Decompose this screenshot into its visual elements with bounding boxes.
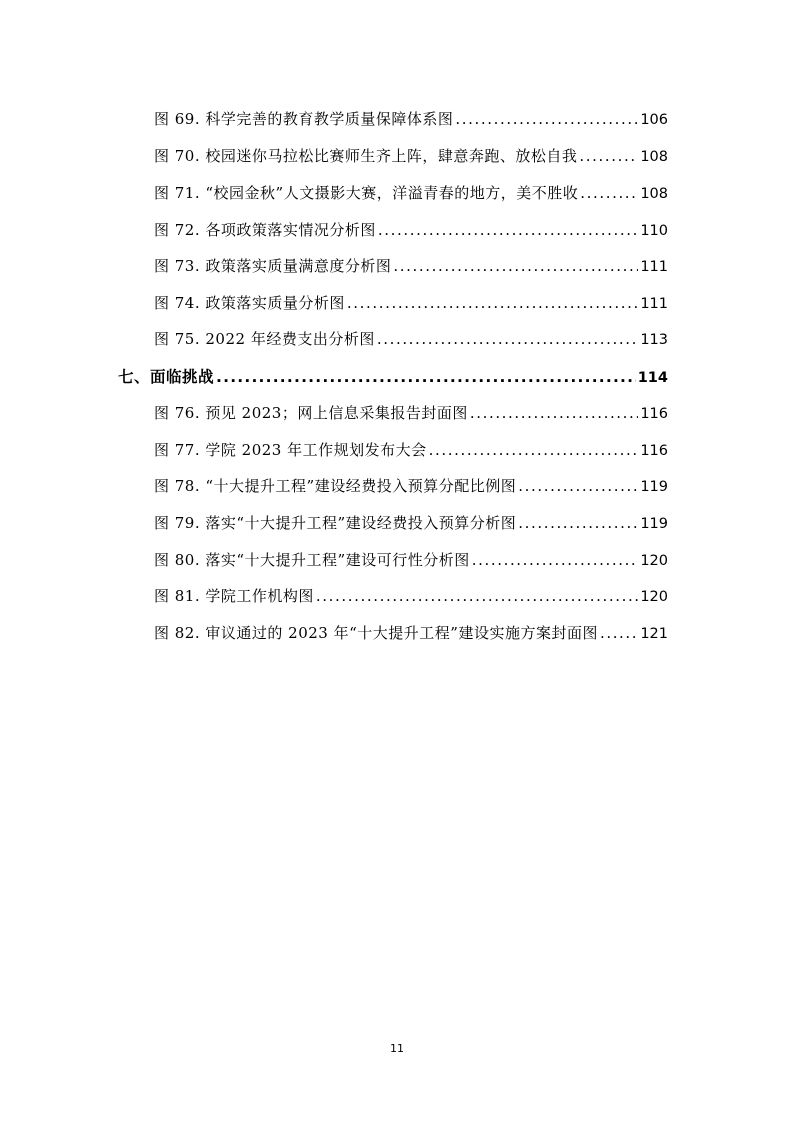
toc-entry-label: 图 78. “十大提升工程”建设经费投入预算分配比例图	[154, 477, 517, 495]
toc-entry-label: 图 82. 审议通过的 2023 年“十大提升工程”建设实施方案封面图	[154, 624, 598, 642]
toc-entry-page: 119	[640, 516, 668, 532]
toc-entry-label: 图 76. 预见 2023；网上信息采集报告封面图	[154, 404, 468, 422]
toc-dot-leader	[316, 586, 638, 606]
toc-entry-fig-75[interactable]	[154, 329, 668, 351]
toc-entry-fig-78[interactable]	[154, 476, 668, 498]
toc-dot-leader	[429, 440, 639, 460]
toc-entry-page: 113	[640, 332, 668, 348]
toc-entry-fig-69[interactable]	[154, 109, 668, 131]
toc-dot-leader	[518, 476, 638, 496]
toc-entry-page: 106	[640, 112, 668, 128]
toc-entry-page: 116	[640, 406, 668, 422]
toc-dot-leader	[216, 367, 636, 387]
toc-entry-label: 图 77. 学院 2023 年工作规划发布大会	[154, 441, 427, 459]
toc-dot-leader	[470, 403, 638, 423]
toc-entry-fig-81[interactable]	[154, 586, 668, 608]
toc-entry-label: 图 71. “校园金秋”人文摄影大赛，洋溢青春的地方，美不胜收	[154, 184, 579, 202]
toc-dot-leader	[600, 623, 638, 643]
toc-section-chapter-7[interactable]	[118, 367, 668, 389]
toc-dot-leader	[580, 183, 638, 203]
toc-entry-fig-80[interactable]	[154, 550, 668, 572]
toc-entry-fig-79[interactable]	[154, 513, 668, 535]
toc-entry-label: 图 75. 2022 年经费支出分析图	[154, 330, 375, 348]
toc-entry-label: 图 70. 校园迷你马拉松比赛师生齐上阵，肆意奔跑、放松自我	[154, 147, 578, 165]
toc-dot-leader	[393, 256, 638, 276]
toc-entry-page: 121	[640, 626, 668, 642]
toc-entry-label: 图 73. 政策落实质量满意度分析图	[154, 257, 392, 275]
toc-section-page: 114	[637, 370, 668, 386]
toc-entry-page: 108	[640, 186, 668, 202]
toc-dot-leader	[472, 550, 639, 570]
toc-dot-leader	[347, 293, 638, 313]
toc-entry-label: 图 74. 政策落实质量分析图	[154, 294, 345, 312]
toc-entry-page: 120	[640, 553, 668, 569]
toc-entry-label: 图 79. 落实“十大提升工程”建设经费投入预算分析图	[154, 514, 517, 532]
toc-entry-fig-72[interactable]	[154, 220, 668, 242]
toc-entry-fig-77[interactable]	[154, 440, 668, 462]
toc-entry-fig-70[interactable]	[154, 146, 668, 168]
toc-entry-fig-71[interactable]	[154, 183, 668, 205]
toc-entry-page: 119	[640, 479, 668, 495]
toc-entry-page: 111	[640, 296, 668, 312]
toc-dot-leader	[518, 513, 638, 533]
toc-entry-label: 图 80. 落实“十大提升工程”建设可行性分析图	[154, 551, 470, 569]
toc-entry-label: 图 72. 各项政策落实情况分析图	[154, 221, 376, 239]
toc-entry-label: 图 69. 科学完善的教育教学质量保障体系图	[154, 110, 454, 128]
toc-dot-leader	[377, 329, 638, 349]
toc-entry-page: 116	[640, 443, 668, 459]
toc-entry-page: 108	[640, 149, 668, 165]
toc-entry-fig-74[interactable]	[154, 293, 668, 315]
toc-entry-fig-73[interactable]	[154, 256, 668, 278]
toc-entry-label: 图 81. 学院工作机构图	[154, 587, 314, 605]
page-number: 11	[390, 1042, 404, 1055]
toc-entry-fig-76[interactable]	[154, 403, 668, 425]
toc-dot-leader	[579, 146, 638, 166]
toc-dot-leader	[455, 109, 638, 129]
toc-entry-page: 120	[640, 589, 668, 605]
toc-entry-page: 110	[640, 223, 668, 239]
toc-entry-page: 111	[640, 259, 668, 275]
toc-section-label: 七、面临挑战	[118, 368, 215, 386]
toc-entry-fig-82[interactable]	[154, 623, 668, 645]
toc-dot-leader	[378, 220, 638, 240]
